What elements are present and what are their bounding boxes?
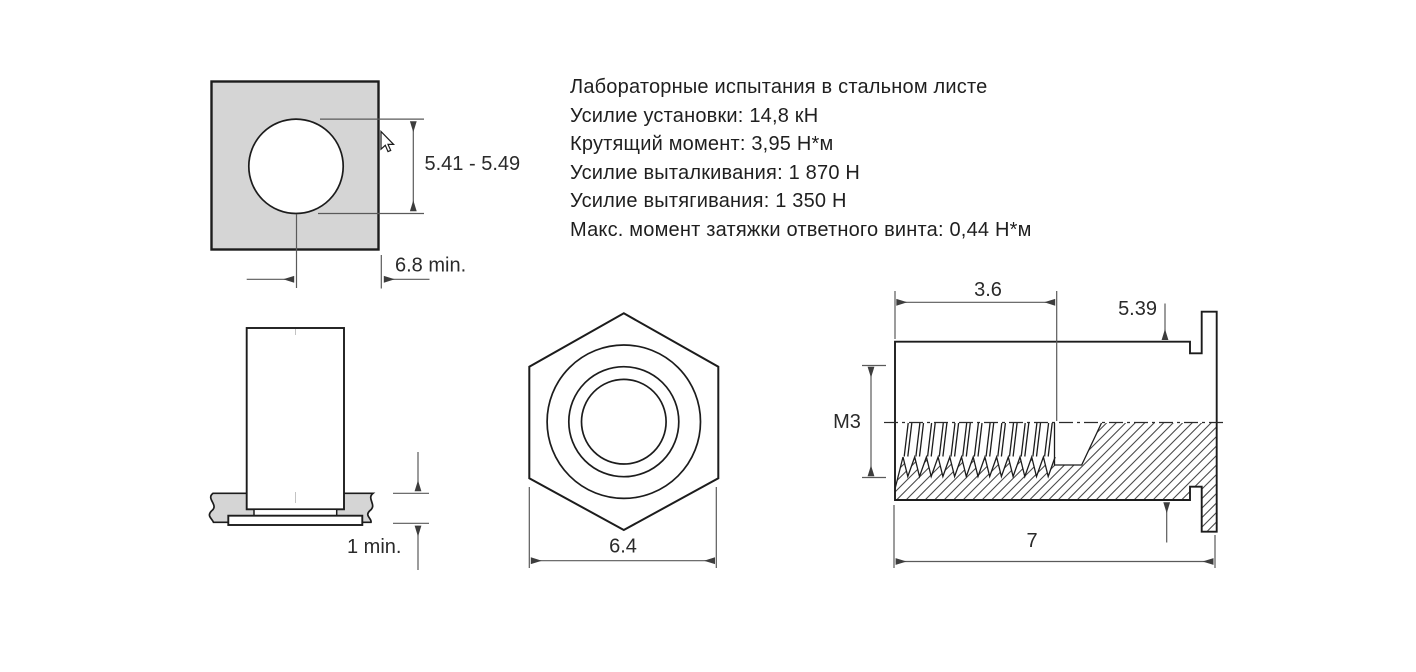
thread-size-dimension (833, 366, 886, 478)
edge-distance-label: 6.8 min. (395, 254, 467, 277)
hex-front-view (529, 313, 718, 568)
thread-length-label: 3.6 (974, 279, 1002, 301)
spec-line-pullout: Усилие вытягивания: 1 350 Н (570, 190, 847, 213)
flange-head (228, 516, 362, 525)
thread-size-label: M3 (833, 411, 861, 433)
mouse-cursor-icon (381, 132, 394, 152)
spec-line-pushout: Усилие выталкивания: 1 870 Н (570, 161, 861, 184)
clinch-shoulder (254, 509, 337, 515)
section-side-view (833, 279, 1223, 568)
shank-diameter-label: 5.39 (1118, 298, 1157, 320)
sheet-hole-top-view (212, 82, 521, 289)
shank-diameter-dimension (1118, 298, 1167, 543)
fastener-body (247, 328, 344, 509)
thread-length-dimension (895, 279, 1057, 421)
installed-side-view (209, 328, 429, 570)
overall-length-label: 7 (1026, 530, 1038, 552)
mounting-hole (249, 119, 343, 213)
spec-line-max-screw-torque: Макс. момент затяжки ответного винта: 0,44 Н*м (570, 218, 1032, 241)
spec-line-torque: Крутящий момент: 3,95 Н*м (570, 133, 834, 156)
across-flats-label: 6.4 (609, 535, 637, 558)
sheet-thickness-label: 1 min. (347, 536, 402, 558)
hole-diameter-label: 5.41 - 5.49 (424, 153, 521, 175)
spec-line-title: Лабораторные испытания в стальном листе (570, 76, 988, 98)
spec-line-installation-force: Усилие установки: 14,8 кН (570, 104, 819, 127)
lab-test-results (570, 73, 1130, 245)
